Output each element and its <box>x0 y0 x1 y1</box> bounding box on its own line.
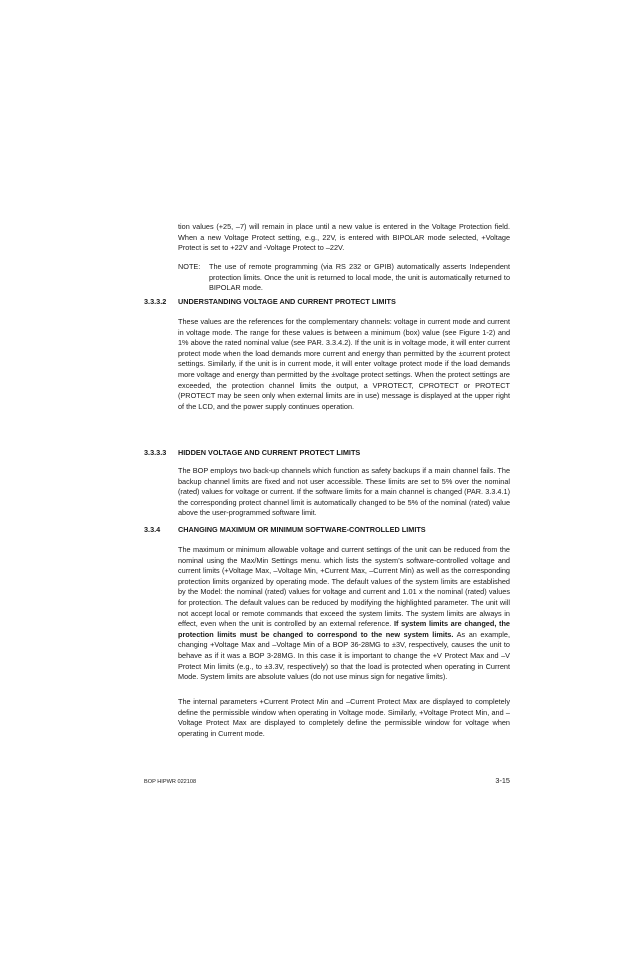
note-label: NOTE: <box>178 262 201 271</box>
intro-paragraph: tion values (+25, –7) will remain in place until a new value is entered in the Voltage Protection field. When a new Voltage Protect setting, e.g., 22V, is entered with BIPOLAR mode selected, +Voltage Protect is set to +22V and -Voltage Protect to –22V. <box>178 222 510 253</box>
note-block <box>178 262 510 294</box>
paragraph-text: As an example, changing +Voltage Max and –Voltage Min of a BOP 36-28MG to ±3V, respectively, causes the unit to behave as if it was a BOP 3-28MG. In this case it is important to change the +V Protect Max and –V Protect Min limits (e.g., to ±3.3V, respectively) so that the load is protected when operating in Current Mode. System limits are absolute values (do not use minus sign for negative limits). <box>178 629 511 682</box>
paragraph-text: The maximum or minimum allowable voltage and current settings of the unit can be reduced from the nominal using the Max/Min Settings menu. which lists the system’s software-controlled voltage and current limits (+Voltage Max, –Voltage Min, +Current Max, –Current Min) as well as the corresponding protection limits organized by operating mode. The default values of the system limits are established by the Model: the nominal (rated) values for voltage and current and 1.01 x the nominal (rated) values for protection. The default values can be reduced by modifying the highlighted parameter. The unit will not accept local or remote commands that exceed the system limits. The system limits are always in effect, even when the unit is controlled by an external reference. <box>178 545 510 629</box>
section-number: 3.3.4 <box>144 525 161 534</box>
section-heading-3-3-3-2 <box>144 297 514 307</box>
section-paragraph-3-3-3-3: The BOP employs two back-up channels which function as safety backups if a main channel fails. The backup channel limits are fixed and not user accessible. These limits are set to 5% over the nominal (rated) values for voltage or current. If the software limits for a main channel is changed (PAR. 3.3.4.1) the corresponding protect channel limit is automatically changed to be 5% of the nominal (rated) value above the user-programmed software limit. <box>178 466 510 518</box>
section-title: HIDDEN VOLTAGE AND CURRENT PROTECT LIMITS <box>178 448 361 457</box>
section-paragraph-3-3-4-b: The internal parameters +Current Protect Min and –Current Protect Max are displayed to completely define the permissible window when operating in Voltage mode. Similarly, +Voltage Protect Min, and –Voltage Protect Max are displayed to completely define the permissible window for voltage when operating in Current mode. <box>178 697 510 738</box>
footer-document-id: BOP HIPWR 022108 <box>144 779 197 785</box>
section-paragraph-3-3-4 <box>178 545 510 683</box>
section-heading-3-3-4 <box>144 525 514 535</box>
section-number: 3.3.3.3 <box>144 448 167 457</box>
section-number: 3.3.3.2 <box>144 297 167 306</box>
section-paragraph-3-3-3-2: These values are the references for the complementary channels: voltage in current mode and current in voltage mode. The range for these values is between a minimum (box) value (see Figure 1-2) and 1% above the rated nominal value (see PAR. 3.3.4.2). If the unit is in voltage mode, it will enter current protect mode when the load demands more current and energy than permitted by the ±current protect settings. Similarly, if the unit is in current mode, it will enter voltage protect mode if the load demands more voltage and energy than permitted by the ±voltage protect settings. When the protect settings are exceeded, the protection channel limits the output, a VPROTECT, CPROTECT or PROTECT (PROTECT may be seen only when external limits are in use) message is displayed at the upper right of the LCD, and the power supply continues operation. <box>178 317 510 411</box>
paragraph-emphasis: If system limits are changed, the protection limits must be changed to correspond to the new system limits. <box>178 619 510 639</box>
section-heading-3-3-3-3 <box>144 448 514 458</box>
note-text: The use of remote programming (via RS 232 or GPIB) automatically asserts Independent protection limits. Once the unit is returned to local mode, the unit is automatically returned to BIPOLAR mode. <box>209 262 510 293</box>
section-title: CHANGING MAXIMUM OR MINIMUM SOFTWARE-CONTROLLED LIMITS <box>178 525 426 534</box>
section-title: UNDERSTANDING VOLTAGE AND CURRENT PROTECT LIMITS <box>178 297 396 306</box>
footer-page-number: 3-15 <box>495 776 510 785</box>
